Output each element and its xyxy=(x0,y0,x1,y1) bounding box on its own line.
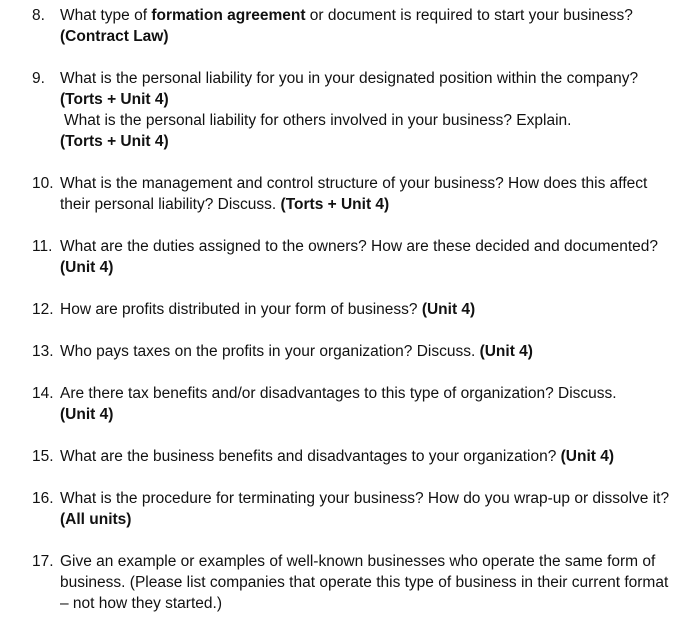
question-number: 15. xyxy=(32,448,54,465)
question-number: 11. xyxy=(32,238,53,255)
question-text: What is the management and control structure of your business? How does this affect their personal liability? Discuss. xyxy=(60,175,648,213)
question-tag: (Unit 4) xyxy=(60,259,114,276)
question-number: 17. xyxy=(32,553,54,570)
question-text: What are the business benefits and disadvantages to your organization? xyxy=(60,448,561,465)
question-tag: (Unit 4) xyxy=(560,448,615,465)
question-number: 13. xyxy=(32,343,54,360)
question-number: 10. xyxy=(32,175,54,192)
question-tag: (Torts + Unit 4) xyxy=(60,91,169,108)
question-emphasis: formation agreement xyxy=(151,7,306,24)
question-text: or document is required to start your business? xyxy=(305,7,633,24)
question-number: 9. xyxy=(32,70,45,87)
question-text: What is the personal liability for you in your designated position within the company? xyxy=(60,70,639,87)
question-text: Give an example or examples of well-known businesses who operate the same form of business. (Please list companies that operate this type of business in their current format – not how they started.) xyxy=(60,553,669,612)
question-text: How are profits distributed in your form of business? xyxy=(60,301,422,318)
question-number: 14. xyxy=(32,385,54,402)
question-11 xyxy=(32,236,682,278)
question-9 xyxy=(32,68,682,152)
question-tag: (All units) xyxy=(60,511,132,528)
question-tag: (Contract Law) xyxy=(60,28,169,45)
question-13 xyxy=(32,341,682,362)
question-text: What is the personal liability for others involved in your business? Explain. xyxy=(64,112,572,129)
question-text: Who pays taxes on the profits in your organization? Discuss. xyxy=(60,343,480,360)
question-text: What type of xyxy=(60,7,152,24)
question-14 xyxy=(32,383,682,425)
question-number: 16. xyxy=(32,490,54,507)
question-number: 12. xyxy=(32,301,54,318)
question-15 xyxy=(32,446,682,467)
question-text: Are there tax benefits and/or disadvantages to this type of organization? Discuss. xyxy=(60,385,617,402)
question-text: What is the procedure for terminating your business? How do you wrap-up or dissolve it? xyxy=(60,490,670,507)
question-tag: (Unit 4) xyxy=(421,301,476,318)
question-text: What are the duties assigned to the owners? How are these decided and documented? xyxy=(60,238,658,255)
question-tag: (Unit 4) xyxy=(479,343,533,360)
question-tag: (Torts + Unit 4) xyxy=(60,133,169,150)
question-tag: (Torts + Unit 4) xyxy=(280,196,390,213)
question-8 xyxy=(32,5,682,47)
question-17 xyxy=(32,551,682,614)
question-number: 8. xyxy=(32,7,45,24)
question-16 xyxy=(32,488,682,530)
question-12 xyxy=(32,299,682,320)
question-tag: (Unit 4) xyxy=(60,406,114,423)
question-10 xyxy=(32,173,682,215)
